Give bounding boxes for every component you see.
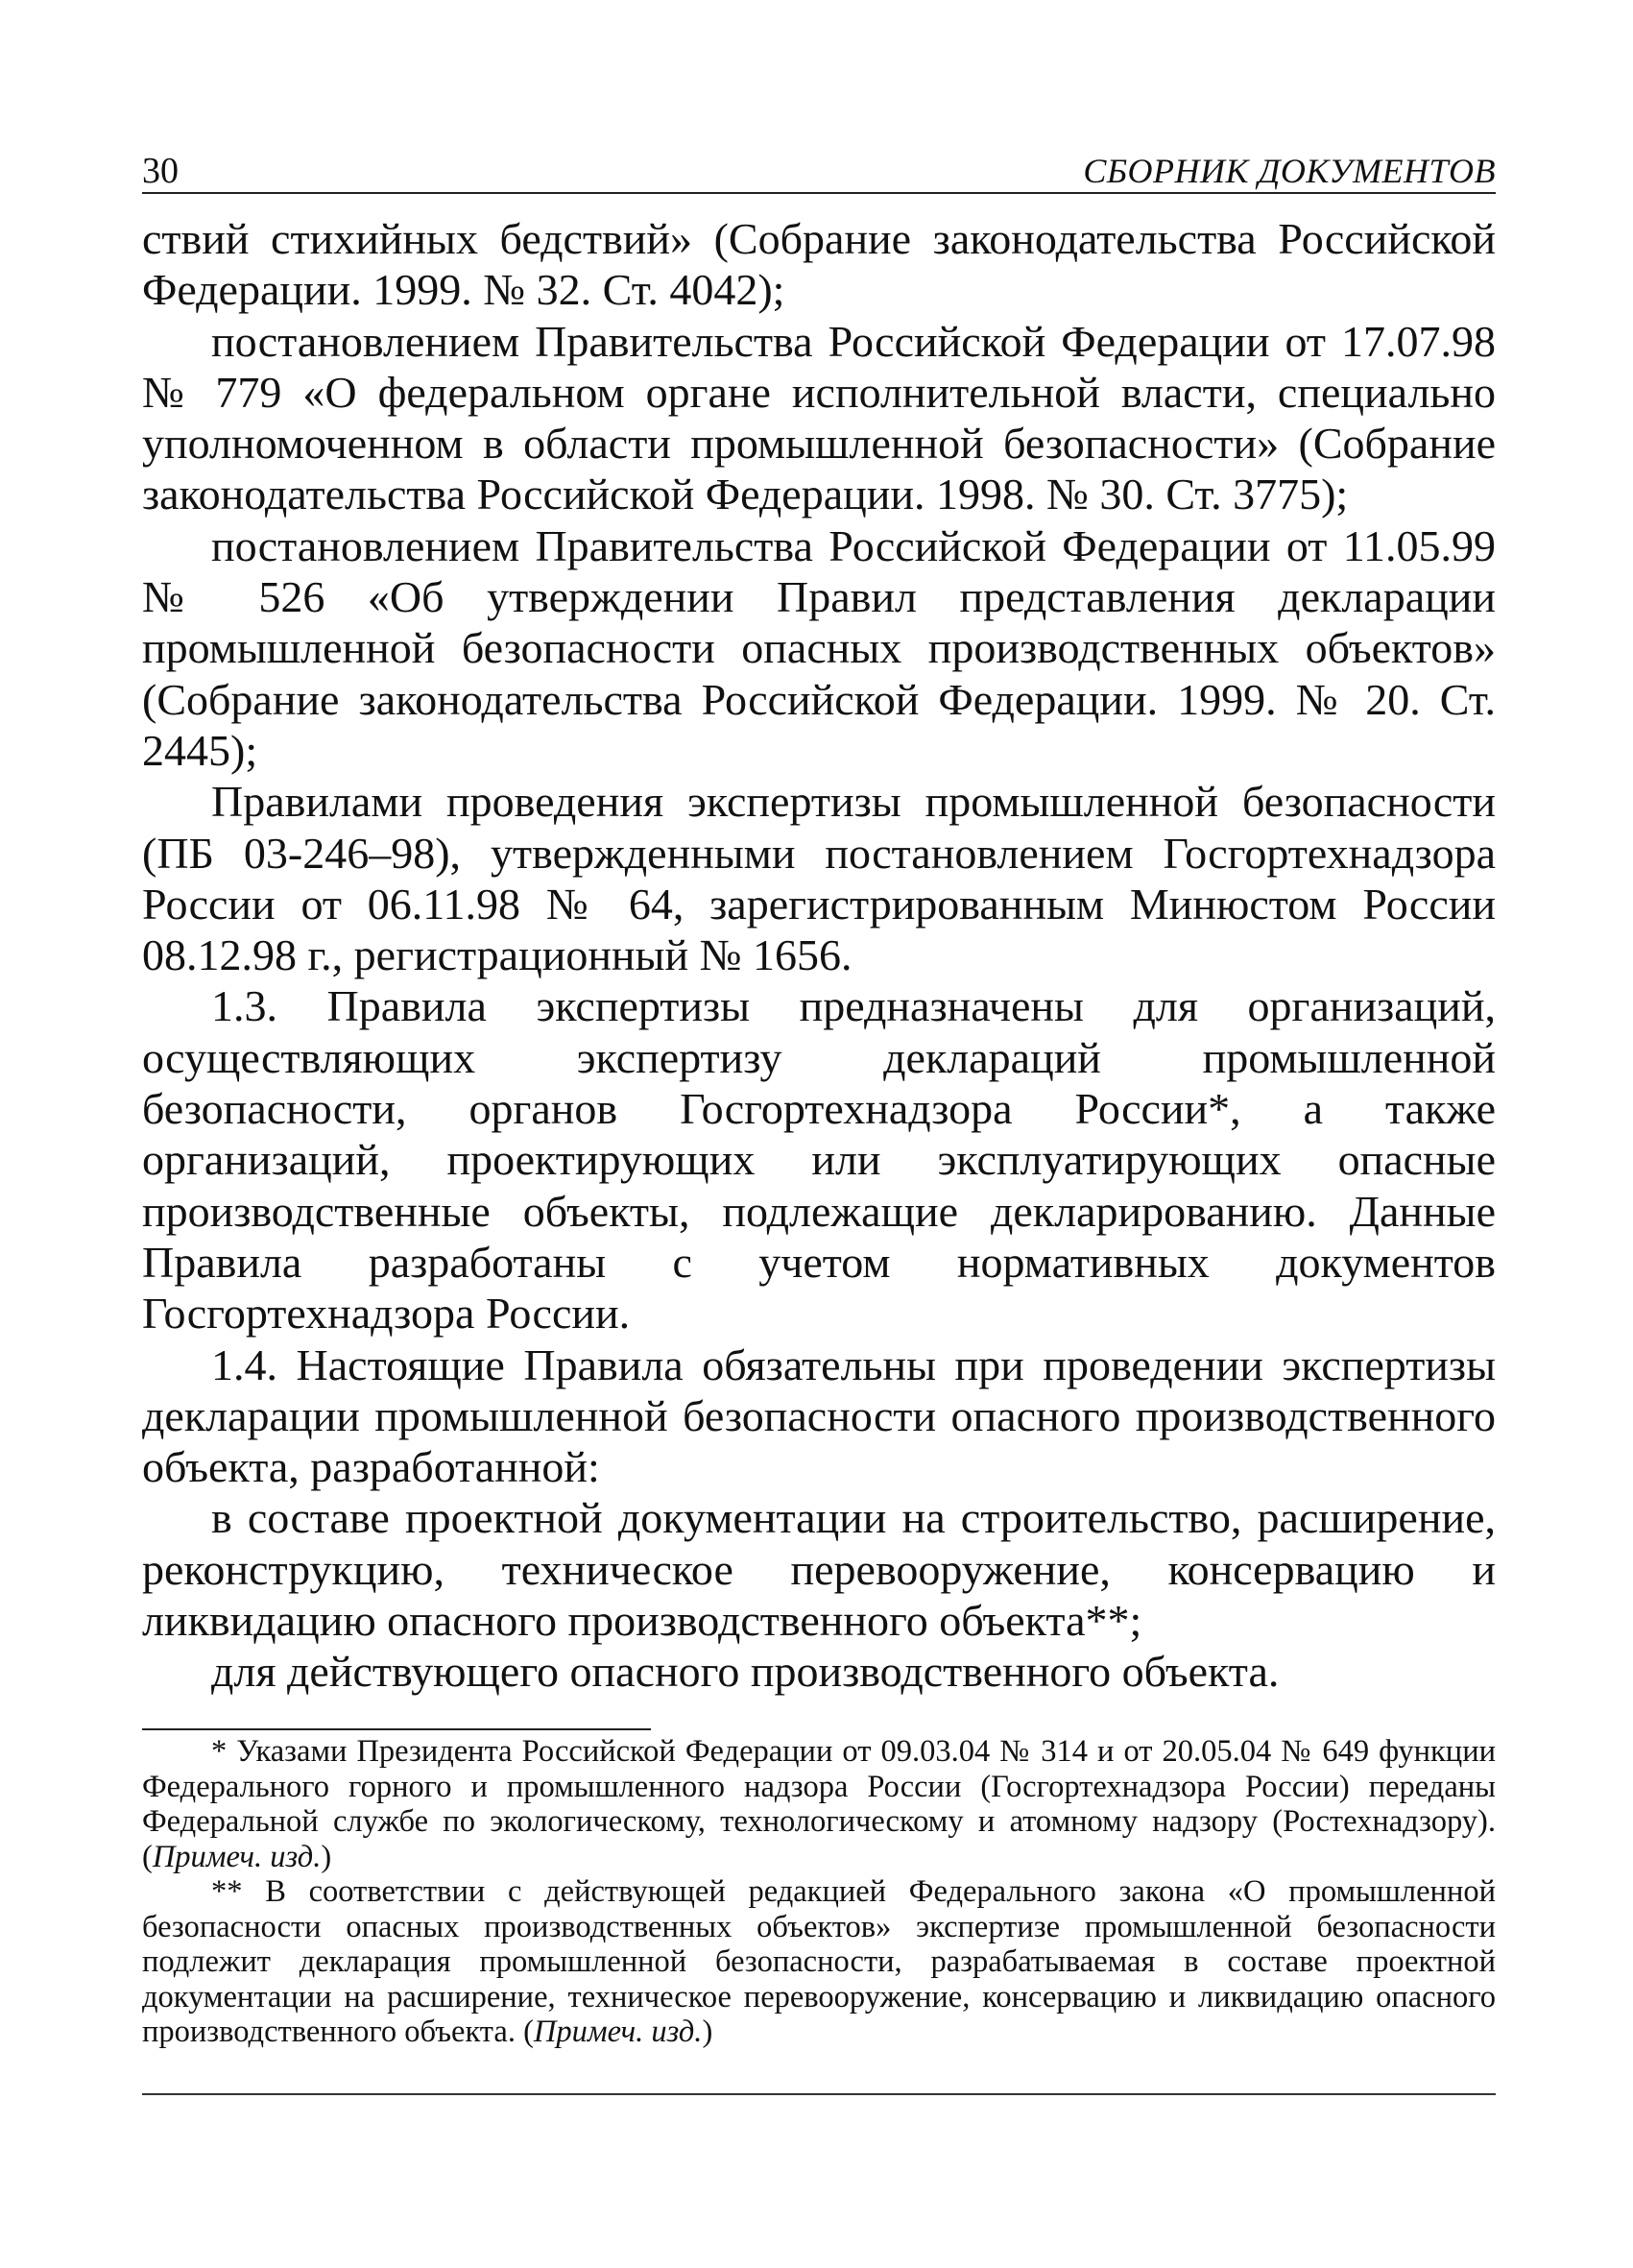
paragraph-resolution-779: постановлением Правительства Российской Федерации от 17.07.98 № 779 «О федеральном органе исполнительной власти, специально уполномоченном в области промышленной безопасности» (Собрание законодательства Российской Федерации. 1998. № 30. Ст. 3775); — [142, 316, 1496, 519]
paragraph-resolution-526: постановлением Правительства Российской Федерации от 11.05.99 № 526 «Об утверждении Правил представления декларации промышленной безопасности опасных производственных объектов» (Собрание законодательства Российской Федерации. 1999. № 20. Ст. 2445); — [142, 520, 1496, 775]
paragraph-section-1-4: 1.4. Настоящие Правила обязательны при проведении экспертизы декларации промышленной безопасности опасного производственного объекта, разработанной: — [142, 1339, 1496, 1492]
page-number: 30 — [142, 151, 179, 191]
paragraph-operating-object: для действующего опасного производственного объекта. — [211, 1647, 1280, 1697]
footnotes — [142, 1734, 1496, 2050]
footnote-1-tail: ) — [321, 1839, 332, 1874]
body-text — [142, 213, 1496, 1698]
footnote-2-text: ** В соответствии с действующей редакцией Федерального закона «О промышленной безопасности опасных производственных объектов» экспертизе промышленной безопасности подлежит декларация промышленной безопасности, разрабатываемая в составе проектной документации на расширение, техническое перевооружение, консервацию и ликвидацию опасного производственного объекта. ( — [142, 1874, 1496, 2049]
footnote-2-note: Примеч. изд. — [533, 2015, 703, 2049]
running-title: СБОРНИК ДОКУМЕНТОВ — [1083, 152, 1496, 190]
paragraph-expertise-rules: Правилами проведения экспертизы промышленной безопасности (ПБ 03-246–98), утвержденными постановлением Госгортехнадзора России от 06.11.98 № 64, зарегистрированным Минюстом России 08.12.98 г., регистрационный № 1656. — [142, 777, 1496, 980]
paragraph-continuation: ствий стихийных бедствий» (Собрание законодательства Российской Федерации. 1999. № 32. Ст. 4042); — [142, 214, 1496, 315]
footnote-2 — [142, 1874, 1496, 2050]
footnote-1-text: * Указами Президента Российской Федерации от 09.03.04 № 314 и от 20.05.04 № 649 функции Федерального горного и промышленного надзора России (Госгортехнадзора России) переданы Федеральной службе по экологическому, технологическому и атомному надзору (Ростехнадзору). ( — [142, 1734, 1496, 1874]
paragraph-design-documentation: в составе проектной документации на строительство, расширение, реконструкцию, техническое перевооружение, консервацию и ликвидацию опасного производственного объекта**; — [142, 1493, 1496, 1646]
footnote-separator — [142, 1728, 651, 1730]
bottom-rule — [142, 2093, 1496, 2095]
footnote-1-note: Примеч. изд. — [152, 1839, 322, 1874]
paragraph-section-1-3: 1.3. Правила экспертизы предназначены для организаций, осуществляющих экспертизу деклараций промышленной безопасности, органов Госгортехнадзора России*, а также организаций, проектирующих или эксплуатирующих опасные производственные объекты, подлежащие декларированию. Данные Правила разработаны с учетом нормативных документов Госгортехнадзора России. — [142, 981, 1496, 1339]
footnote-1 — [142, 1734, 1496, 1874]
header-rule — [142, 192, 1496, 194]
page-header — [142, 144, 1496, 196]
footnote-2-tail: ) — [702, 2015, 713, 2049]
